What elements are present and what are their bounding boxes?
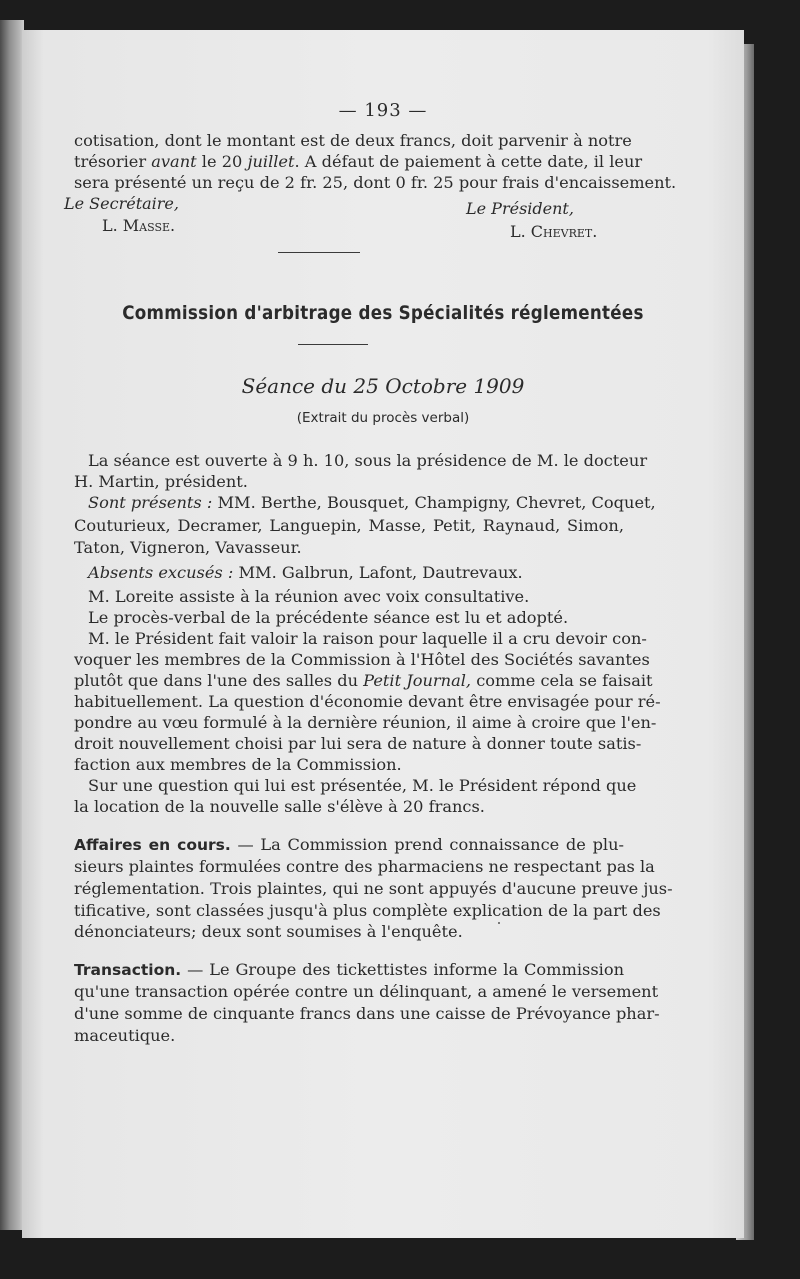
transaction-label: Transaction.	[74, 961, 182, 979]
affaires-line-5: dénonciateurs; deux sont soumises à l'enquête.	[74, 922, 463, 941]
loreite-line: M. Loreite assiste à la réunion avec voix consultative.	[88, 587, 530, 606]
present-line-3: Taton, Vigneron, Vavasseur.	[74, 538, 302, 557]
affaires-label: Affaires en cours.	[74, 836, 231, 854]
intro-line-2	[74, 151, 643, 172]
present-line-2: Couturieux, Decramer, Languepin, Masse, Petit, Raynaud, Simon,	[74, 516, 624, 535]
present-line-1	[74, 492, 656, 513]
absent-label: Absents excusés :	[88, 563, 234, 582]
transaction-line-2: qu'une transaction opérée contre un délinquant, a amené le versement	[74, 982, 659, 1001]
left-page-edge	[0, 20, 24, 1230]
affaires-line-4: tificative, sont classées jusqu'à plus complète explication de la part des	[74, 901, 661, 920]
opening-line-2: H. Martin, président.	[74, 472, 248, 491]
journal-name: Petit Journal,	[363, 671, 472, 690]
opening-line-1-text: La séance est ouverte à 9 h. 10, sous la présidence de M. le docteur	[88, 451, 648, 470]
president-line-3	[74, 670, 653, 691]
affaires-line-3: réglementation. Trois plaintes, qui ne sont appuyés d'aucune preuve jus-	[74, 879, 673, 898]
session-subtitle: (Extrait du procès verbal)	[296, 410, 470, 426]
secretary-name: L. Masse.	[102, 216, 176, 235]
affaires-line-2: sieurs plaintes formulées contre des pharmaciens ne respectant pas la	[74, 857, 655, 876]
secretary-title: Le Secrétaire,	[64, 194, 179, 213]
page-number: — 193 —	[338, 100, 428, 121]
section-heading: Commission d'arbitrage des Spécialités réglementées	[122, 302, 644, 324]
question-line-2: la location de la nouvelle salle s'élève à 20 francs.	[74, 797, 485, 816]
transaction-line-4: maceutique.	[74, 1026, 176, 1045]
intro-line-2-text: trésorier avant le 20 juillet. A défaut de paiement à cette date, il leur	[74, 152, 643, 171]
absent-line	[74, 562, 624, 583]
absent-names: MM. Galbrun, Lafont, Dautrevaux.	[238, 563, 523, 582]
president-line-5: pondre au vœu formulé à la dernière réunion, il aime à croire que l'en-	[74, 713, 657, 732]
affaires-first-rest: — La Commission prend connaissance de plu-	[237, 835, 624, 854]
present-names-1: MM. Berthe, Bousquet, Champigny, Chevret, Coquet,	[217, 493, 656, 512]
intro-line-1: cotisation, dont le montant est de deux francs, doit parvenir à notre	[74, 131, 632, 150]
transaction-line-1	[74, 959, 624, 981]
transaction-line-3: d'une somme de cinquante francs dans une caisse de Prévoyance phar-	[74, 1004, 660, 1023]
document-page	[22, 30, 744, 1238]
transaction-first-rest: — Le Groupe des tickettistes informe la Commission	[187, 960, 624, 979]
president-name: L. Chevret.	[510, 222, 598, 241]
president-line-2: voquer les membres de la Commission à l'Hôtel des Sociétés savantes	[74, 650, 650, 669]
question-line-1: Sur une question qui lui est présentée, M. le Président répond que	[88, 776, 637, 795]
minutes-line: Le procès-verbal de la précédente séance est lu et adopté.	[88, 608, 569, 627]
journal-before: plutôt que dans l'une des salles du	[74, 671, 359, 690]
president-line-6: droit nouvellement choisi par lui sera de nature à donner toute satis-	[74, 734, 642, 753]
journal-after: comme cela se faisait	[476, 671, 653, 690]
president-title: Le Président,	[466, 199, 574, 218]
president-line-1: M. le Président fait valoir la raison pour laquelle il a cru devoir con-	[88, 629, 647, 648]
president-line-4: habituellement. La question d'économie devant être envisagée pour ré-	[74, 692, 661, 711]
separator-rule-2	[298, 344, 368, 345]
speck	[498, 922, 500, 924]
opening-line-1	[74, 450, 648, 471]
present-label: Sont présents :	[88, 493, 213, 512]
intro-line-3: sera présenté un reçu de 2 fr. 25, dont 0 fr. 25 pour frais d'encaissement.	[74, 173, 677, 192]
president-line-7: faction aux membres de la Commission.	[74, 755, 402, 774]
separator-rule-1	[278, 252, 360, 253]
affaires-line-1	[74, 834, 624, 856]
session-title: Séance du 25 Octobre 1909	[241, 374, 525, 398]
